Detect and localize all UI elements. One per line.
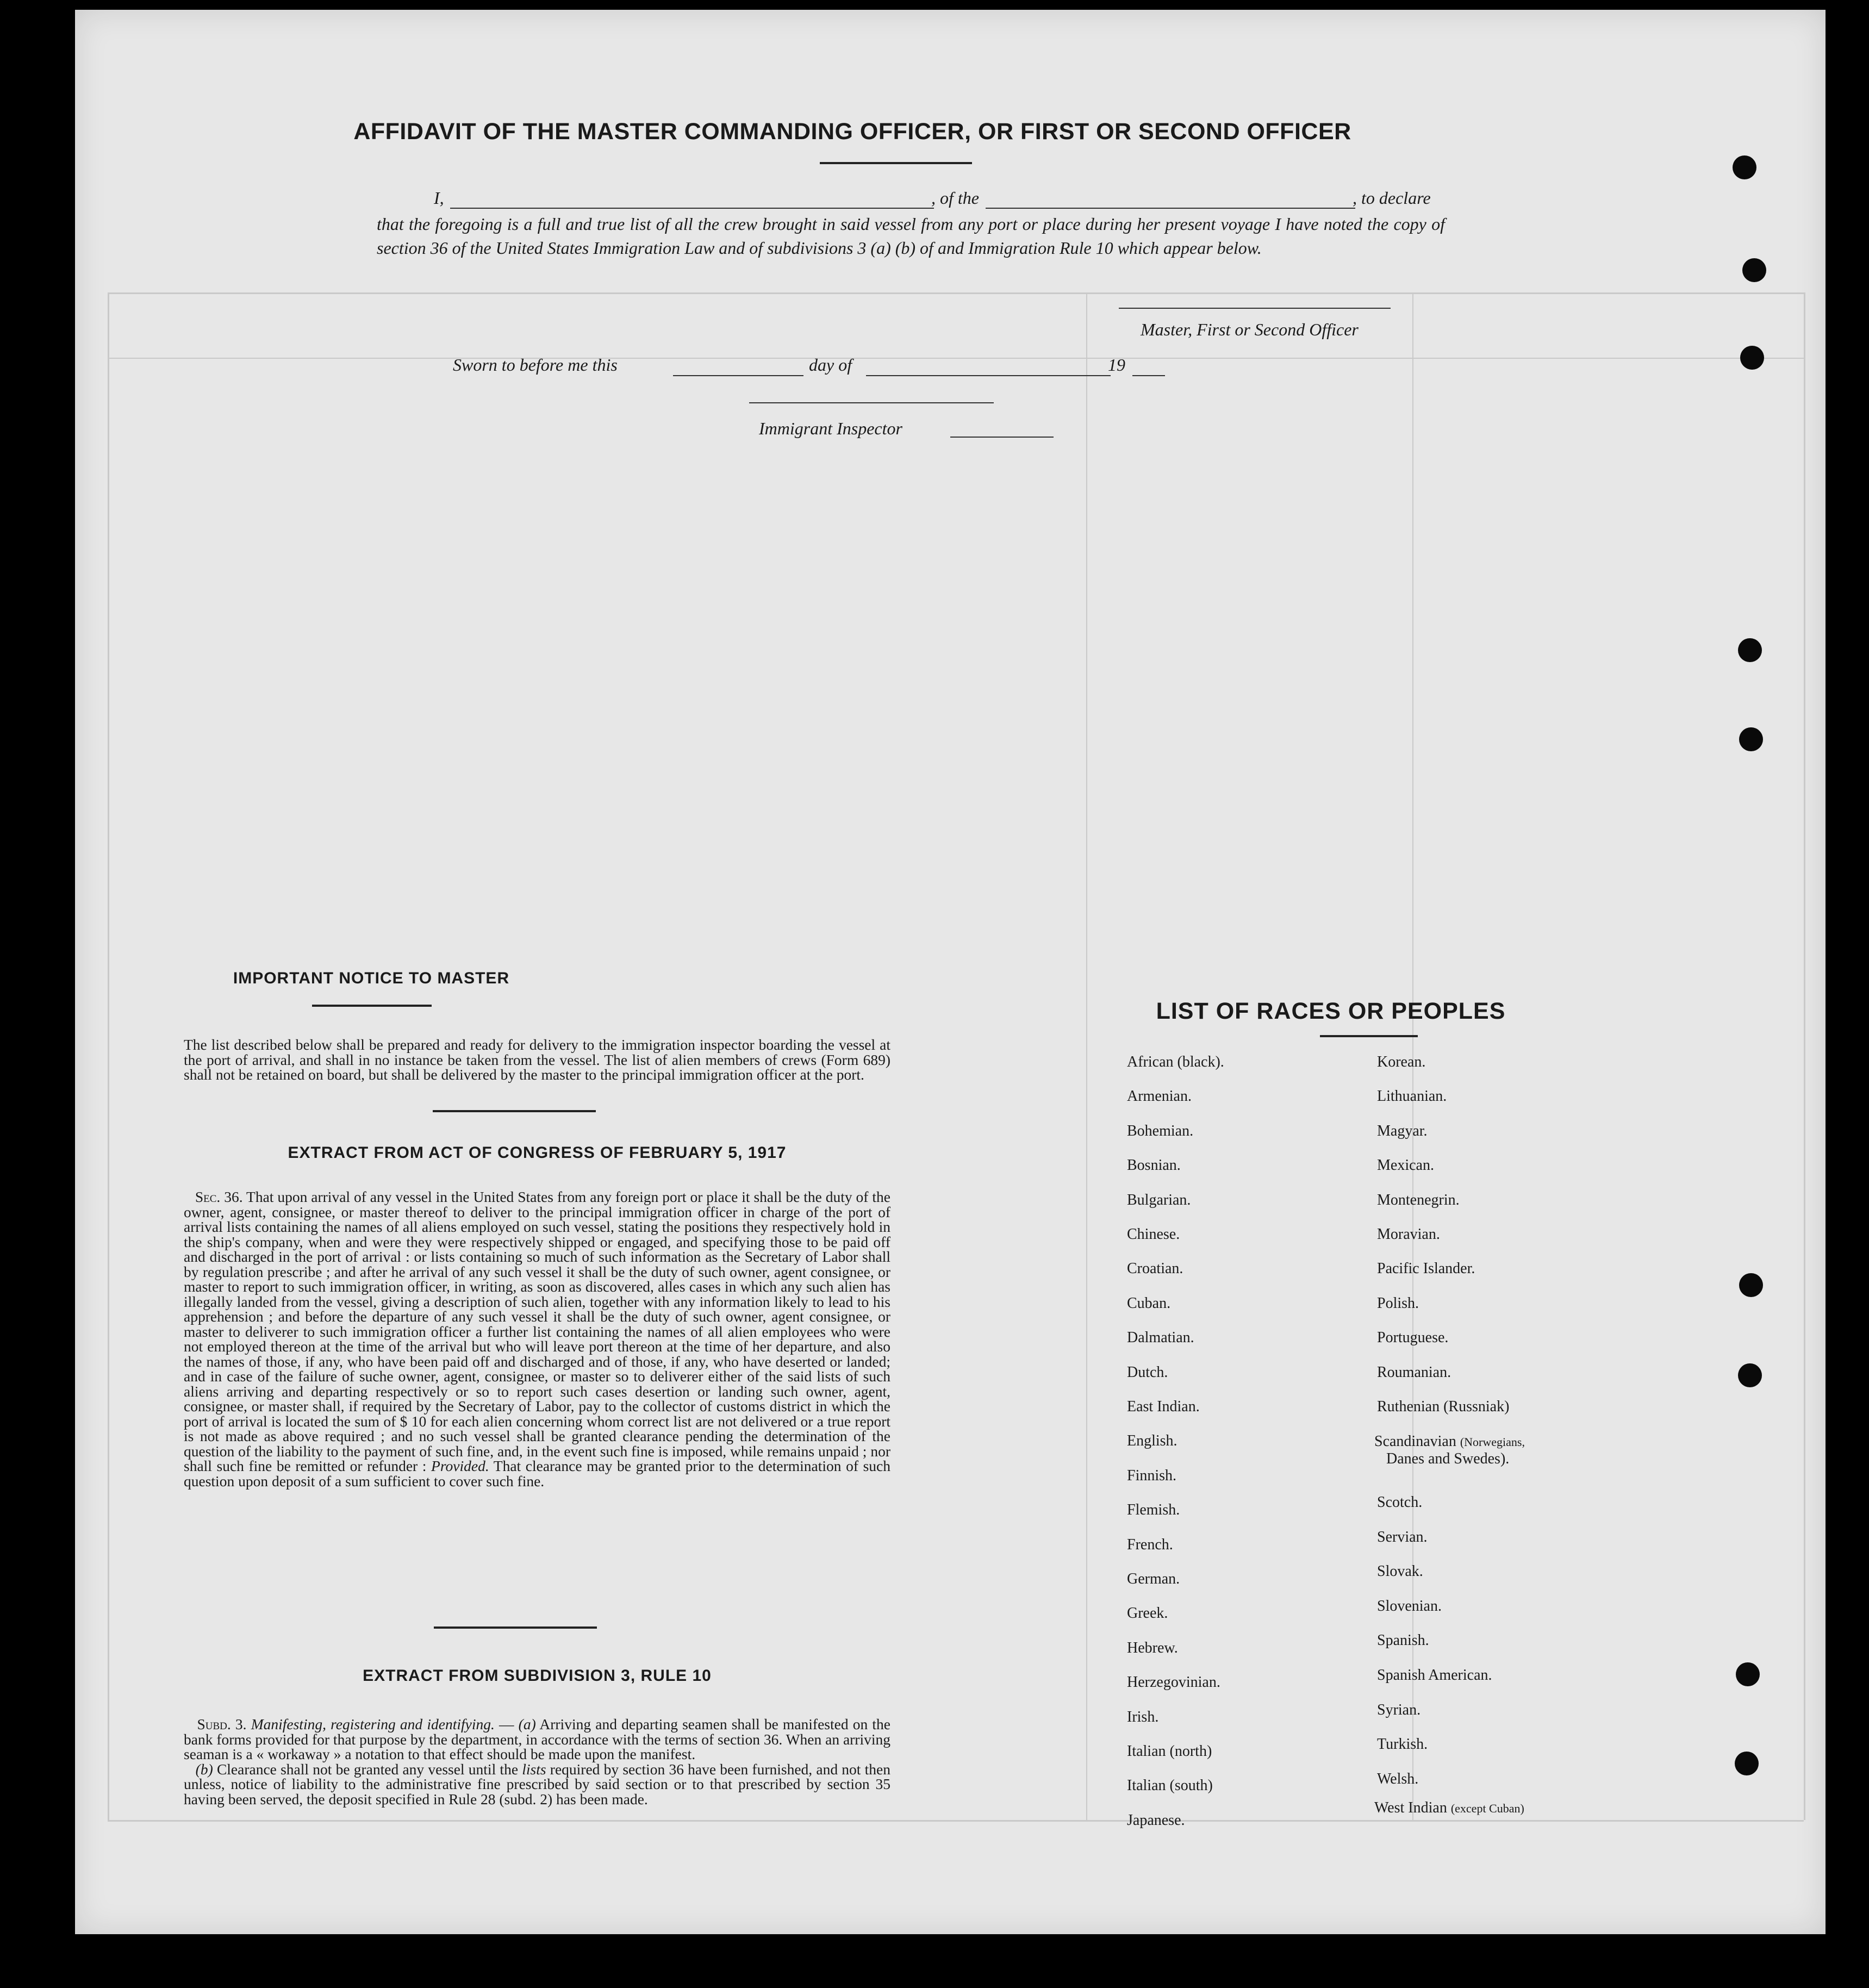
races-underline xyxy=(1320,1035,1418,1037)
race-hebrew: Hebrew. xyxy=(1127,1639,1178,1656)
race-west-indian xyxy=(1374,1799,1524,1817)
race-scandinavian xyxy=(1374,1433,1525,1450)
inspector-label: Immigrant Inspector xyxy=(759,419,902,438)
race-irish: Irish. xyxy=(1127,1708,1159,1725)
i-label: I, xyxy=(434,188,444,208)
punch-hole xyxy=(1738,1363,1762,1387)
race-japanese: Japanese. xyxy=(1127,1811,1185,1829)
race-mexican: Mexican. xyxy=(1377,1157,1434,1174)
subd-label: Subd. 3. xyxy=(197,1716,247,1733)
race-portuguese: Portuguese. xyxy=(1377,1329,1449,1347)
notice-title: IMPORTANT NOTICE TO MASTER xyxy=(233,969,510,987)
race-west-indian-note: (except Cuban) xyxy=(1450,1802,1524,1815)
race-herzegovinian: Herzegovinian. xyxy=(1127,1674,1220,1691)
master-label: Master, First or Second Officer xyxy=(1141,320,1359,339)
punch-hole xyxy=(1742,258,1766,282)
race-greek: Greek. xyxy=(1127,1605,1168,1622)
rule10-text: Subd. 3. Manifesting, registering and identifying. — (a) Arriving and departing seamen shall be manifested on the bank forms provided for that purpose by the department, in accordance with the terms of section 36. When an arriving seaman is a « workaway » a notation to that effect should be made upon the manifest. (b) Clearance shall not be granted any vessel until the lists required by section 36 have been furnished, and not then unless, notice of liability to the administrative fine prescribed by said section or to that prescribed by section 35 having been served, the deposit specified in Rule 28 (subd. 2) has been made. xyxy=(184,1716,891,1808)
document-page xyxy=(75,10,1826,1934)
race-dalmatian: Dalmatian. xyxy=(1127,1329,1194,1347)
race-east-indian: East Indian. xyxy=(1127,1398,1200,1415)
races-title: LIST OF RACES OR PEOPLES xyxy=(1156,998,1506,1024)
race-dutch: Dutch. xyxy=(1127,1363,1168,1381)
race-turkish: Turkish. xyxy=(1377,1736,1428,1753)
bleed-through-rule xyxy=(108,292,109,1820)
bleed-through-rule xyxy=(108,358,1804,359)
punch-hole xyxy=(1739,1273,1763,1297)
race-slovenian: Slovenian. xyxy=(1377,1597,1442,1615)
race-german: German. xyxy=(1127,1571,1180,1587)
race-slovak: Slovak. xyxy=(1377,1563,1423,1580)
race-cuban: Cuban. xyxy=(1127,1294,1171,1312)
para-b-lists: lists xyxy=(522,1760,546,1778)
race-welsh: Welsh. xyxy=(1377,1770,1419,1787)
race-roumanian: Roumanian. xyxy=(1377,1363,1451,1381)
day-of-label: day of xyxy=(809,355,852,375)
race-moravian: Moravian. xyxy=(1377,1226,1440,1243)
title-underline xyxy=(820,162,972,164)
race-bohemian: Bohemian. xyxy=(1127,1122,1194,1139)
bleed-through-rule xyxy=(1086,292,1087,1820)
race-magyar: Magyar. xyxy=(1377,1122,1428,1139)
vessel-blank[interactable] xyxy=(986,208,1355,209)
race-african-black: African (black). xyxy=(1127,1054,1224,1070)
race-korean: Korean. xyxy=(1377,1054,1426,1070)
year-blank[interactable] xyxy=(1132,375,1165,376)
race-lithuanian: Lithuanian. xyxy=(1377,1088,1447,1105)
act-provided: Provided. xyxy=(431,1457,489,1474)
punch-hole xyxy=(1735,1752,1759,1775)
sworn-label: Sworn to before me this xyxy=(453,355,618,375)
bleed-through-rule xyxy=(108,292,1804,294)
race-spanish: Spanish. xyxy=(1377,1632,1429,1649)
day-blank[interactable] xyxy=(673,375,803,376)
para-a: Arriving and departing seamen shall be manifested on the bank forms provided for that purpose by the department, in accordance with the terms of section 36. When an arriving seaman is a « workaway » a notation to that effect should be made upon the manifest. xyxy=(184,1716,890,1762)
race-pacific-islander: Pacific Islander. xyxy=(1377,1260,1475,1277)
race-syrian: Syrian. xyxy=(1377,1701,1421,1718)
race-armenian: Armenian. xyxy=(1127,1088,1192,1105)
notice-underline xyxy=(312,1005,432,1007)
para-b-2: required by section 36 have been furnished, and not then unless, notice of liability to the administrative fine prescribed by said section or to that prescribed by section 35 having been served, the deposit specified in Rule 28 (subd. 2) has been made. xyxy=(184,1760,891,1808)
race-scotch: Scotch. xyxy=(1377,1494,1423,1511)
race-west-indian-main: West Indian xyxy=(1374,1799,1447,1816)
race-servian: Servian. xyxy=(1377,1528,1428,1545)
race-polish: Polish. xyxy=(1377,1294,1419,1312)
race-scandinavian-note: (Norwegians, xyxy=(1460,1435,1525,1449)
to-declare-label: , to declare xyxy=(1353,188,1431,208)
affidavit-title: AFFIDAVIT OF THE MASTER COMMANDING OFFICER, OR FIRST OR SECOND OFFICER xyxy=(353,119,1351,145)
race-finnish: Finnish. xyxy=(1127,1467,1177,1484)
affidavit-body: that the foregoing is a full and true list of all the crew brought in said vessel from any port or place during her present voyage I have noted the copy of section 36 of the United States Immigration Law and of subdivisions 3 (a) (b) of and Immigration Rule 10 which appear below. xyxy=(377,214,1445,258)
act-title: EXTRACT FROM ACT OF CONGRESS OF FEBRUARY 5, 1917 xyxy=(288,1144,787,1162)
inspector-signature-blank[interactable] xyxy=(749,402,994,403)
race-scandinavian-line2: Danes and Swedes). xyxy=(1386,1450,1510,1467)
race-montenegrin: Montenegrin. xyxy=(1377,1191,1460,1208)
race-scandinavian-main: Scandinavian xyxy=(1374,1433,1456,1450)
race-flemish: Flemish. xyxy=(1127,1501,1180,1519)
rule10-title: EXTRACT FROM SUBDIVISION 3, RULE 10 xyxy=(363,1667,712,1685)
race-bosnian: Bosnian. xyxy=(1127,1157,1181,1174)
inspector-name-blank[interactable] xyxy=(950,437,1054,438)
race-croatian: Croatian. xyxy=(1127,1260,1183,1277)
race-spanish-american: Spanish American. xyxy=(1377,1667,1492,1684)
para-b-marker: (b) xyxy=(195,1760,213,1778)
race-chinese: Chinese. xyxy=(1127,1226,1180,1243)
punch-hole xyxy=(1739,727,1763,751)
bleed-through-rule xyxy=(108,1820,1804,1822)
notice-divider xyxy=(433,1110,596,1112)
name-blank[interactable] xyxy=(450,208,934,209)
act-divider xyxy=(434,1626,597,1629)
punch-hole xyxy=(1740,346,1764,370)
notice-text: The list described below shall be prepared and ready for delivery to the immigration inspector boarding the vessel at the port of arrival, and shall in no instance be taken from the vessel. The list of alien members of crews (Form 689) shall not be retained on board, but shall be delivered by the master to the principal immigration officer at the port. xyxy=(184,1036,890,1083)
punch-hole xyxy=(1733,155,1756,179)
race-italian-north: Italian (north) xyxy=(1127,1743,1212,1760)
para-b-1: Clearance shall not be granted any vessel until the xyxy=(216,1760,519,1778)
para-a-marker: (a) xyxy=(518,1716,536,1733)
race-ruthenian-russniak: Ruthenian (Russniak) xyxy=(1377,1398,1510,1415)
master-signature-blank[interactable] xyxy=(1119,308,1391,309)
year-prefix: 19 xyxy=(1108,355,1125,375)
act-text xyxy=(184,1189,890,1488)
subd-heading: Manifesting, registering and identifying. xyxy=(251,1716,495,1733)
of-the-label: , of the xyxy=(931,188,979,208)
race-french: French. xyxy=(1127,1536,1173,1553)
punch-hole xyxy=(1738,638,1762,662)
race-italian-south: Italian (south) xyxy=(1127,1777,1213,1794)
act-body-after: That clearance may be granted prior to the determination of such question upon deposit of a sum sufficient to cover such fine. xyxy=(184,1457,891,1490)
bleed-through-rule xyxy=(1804,292,1805,1820)
race-bulgarian: Bulgarian. xyxy=(1127,1191,1191,1208)
act-body-before: That upon arrival of any vessel in the United States from any foreign port or place it shall be the duty of the owner, agent, consignee, or master thereof to deliver to the principal immigration officer in charge of the port of arrival lists containing the names of all aliens employed on such vessel, stating the positions they respectively hold in the ship's company, when and were they were respectively shipped or engaged, and specifying those to be paid off and discharged in the port of arrival : or lists containing so much of such information as the Secretary of Labor shall by regulation prescribe ; and after he arrival of any such vessel it shall be the duty of such owner, agent consignee, or master to report to such immigration officer, in writing, as soon as discovered, alles cases in which any such alien has illegally landed from the vessel, giving a description of such alien, together with any information likely to lead to his apprehension ; and before the departure of any such vessel it shall be the duty of such owner, agent consignee, or master to deliverer to such immigration officer a further list containing the names of all alien employees who were not employed thereon at the time of the arrival but who will leave port thereon at the time of her departure, and also the names of those, if any, who have been paid off and discharged and of those, if any, who have deserted or landed; and in case of the failure of suche owner, agent, consignee, or master so to deliverer either of the said lists of such aliens arriving and departing respectively or so to report such cases desertion or landing such owner, agent, consignee, or master shall, if required by the Secretary of Labor, pay to the collector of customs district in which the port of arrival is located the sum of $ 10 for each alien concerning whom correct list are not delivered or a true report is not made as above required ; and no such vessel shall be granted clearance pending the determination of the question of the liability to the payment of such fine, and, in the event such fine is imposed, while remains unpaid ; nor shall such fine be remitted or refunder : xyxy=(184,1188,890,1474)
month-blank[interactable] xyxy=(866,375,1111,376)
sec-label: Sec. 36. xyxy=(195,1188,243,1205)
punch-hole xyxy=(1736,1662,1760,1686)
race-english: English. xyxy=(1127,1432,1178,1450)
